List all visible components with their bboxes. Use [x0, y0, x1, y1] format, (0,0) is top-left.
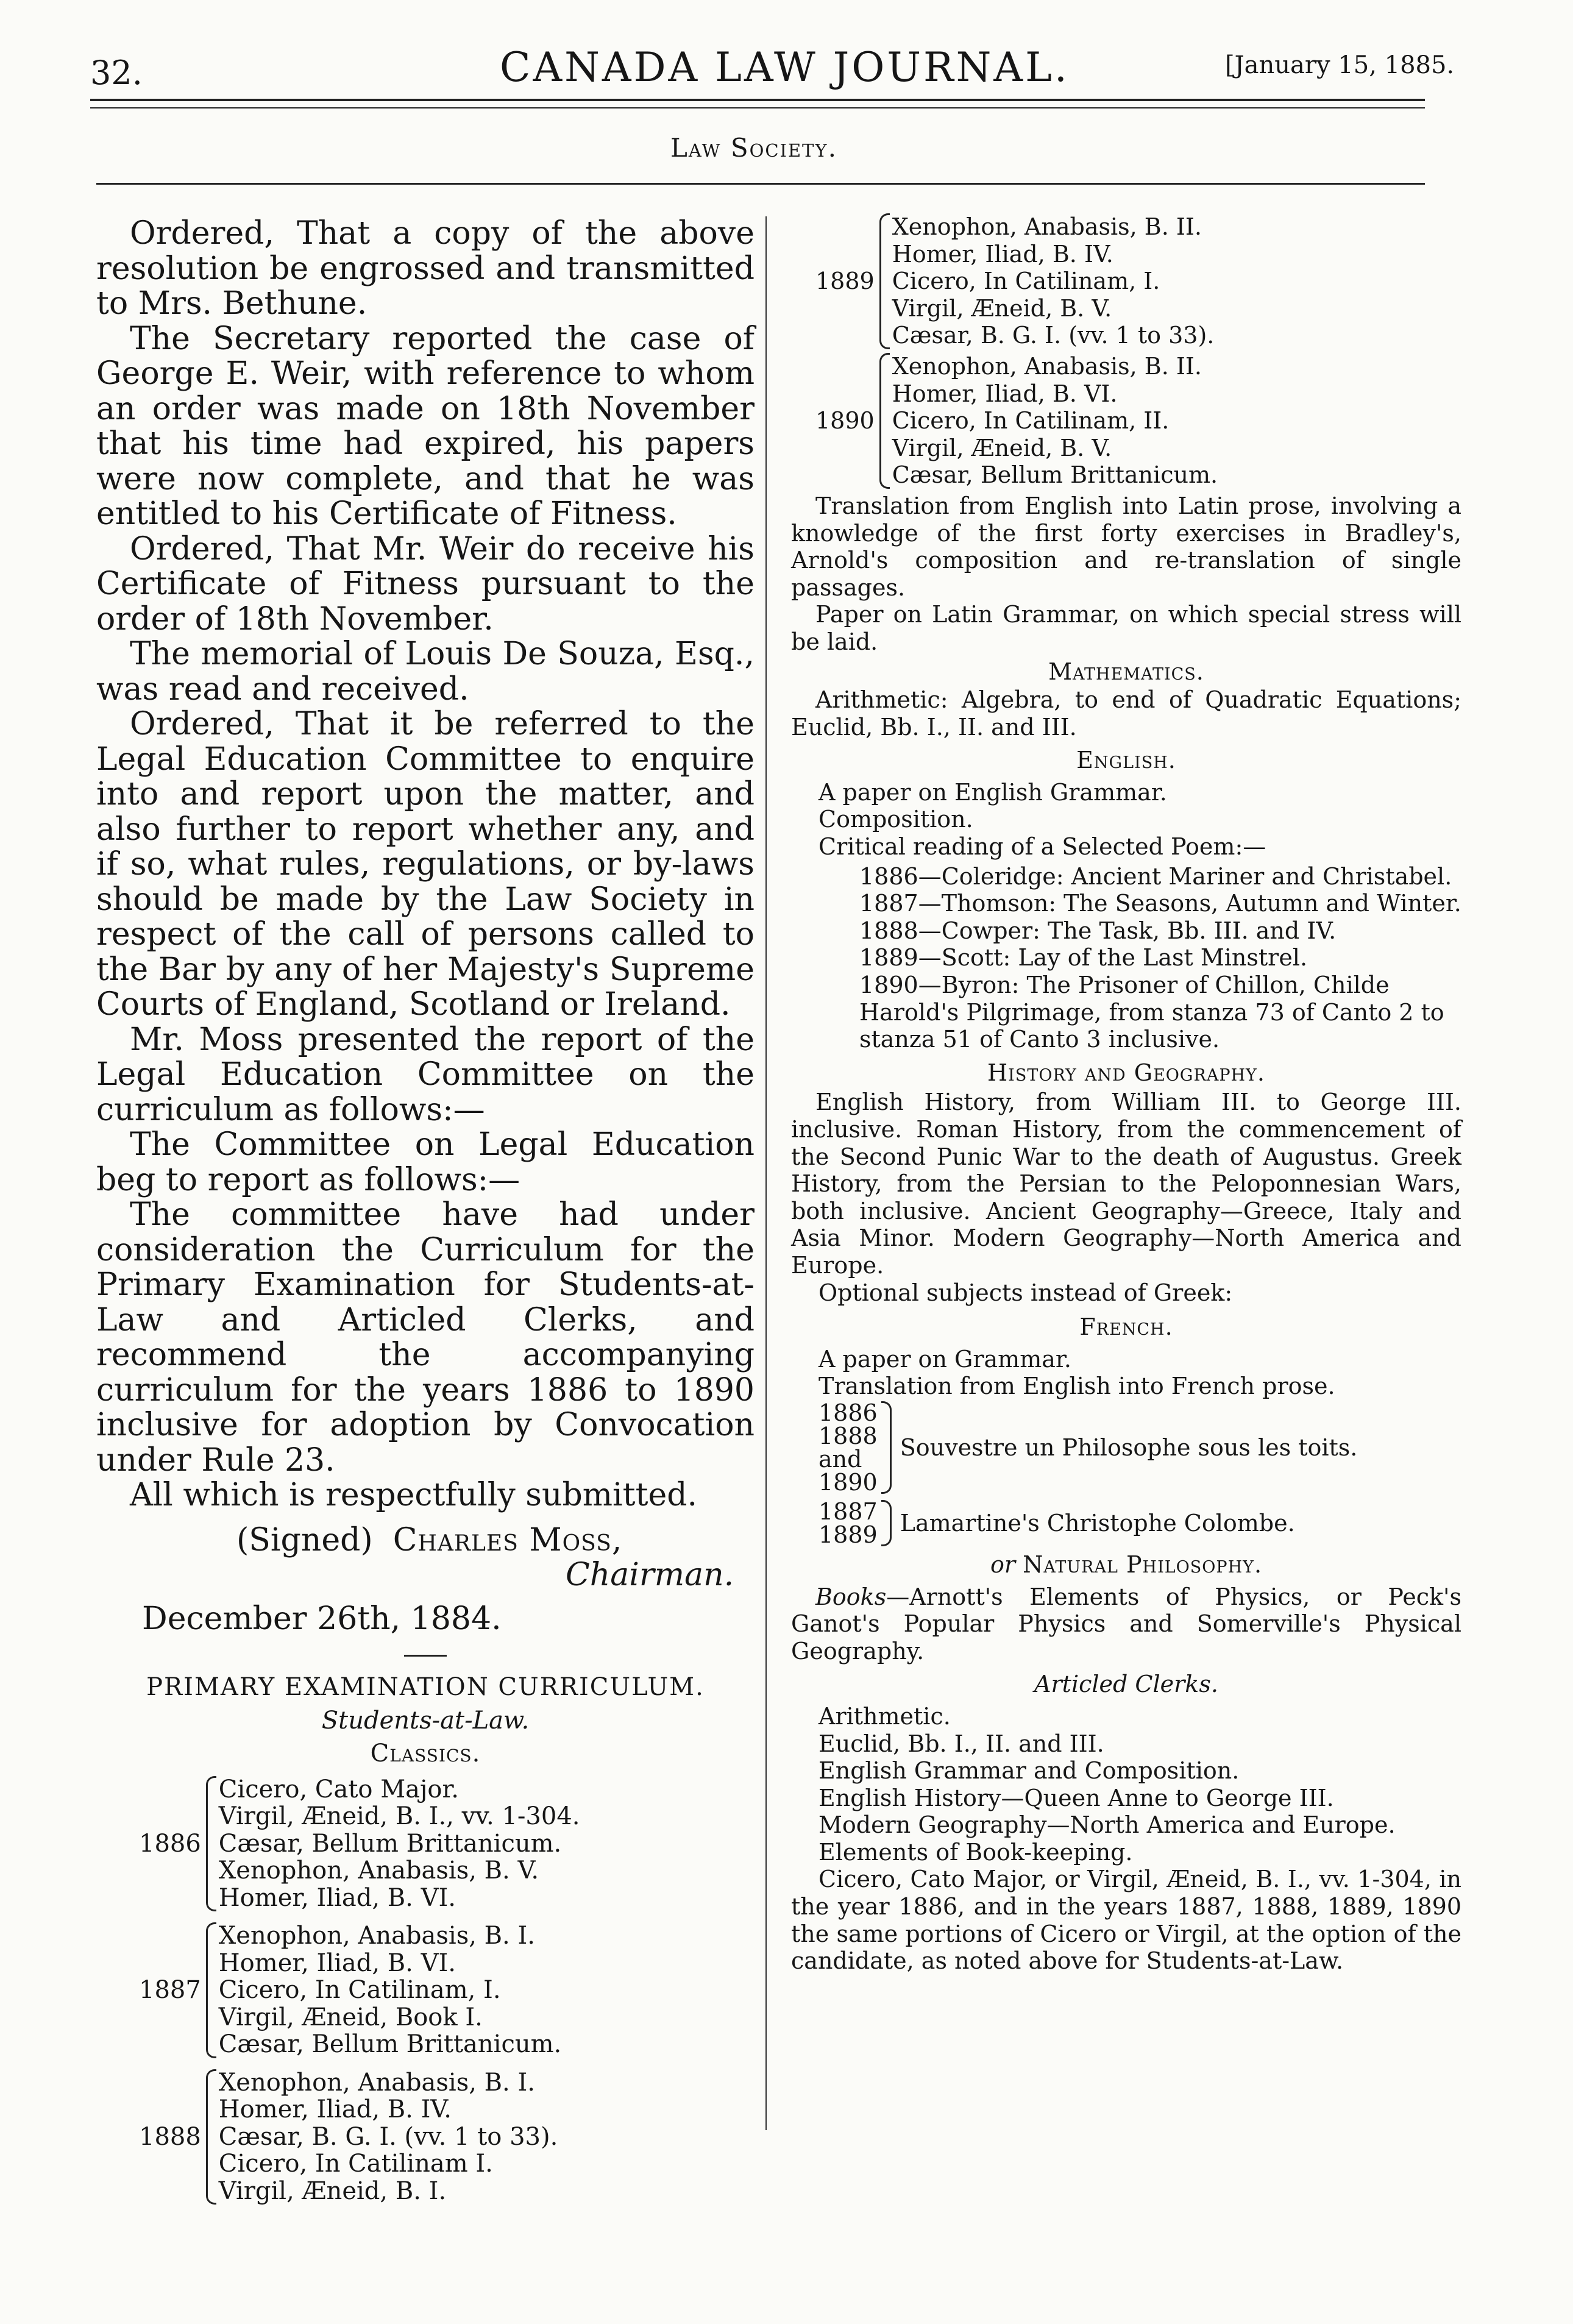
french-text: Souvestre un Philosophe sous les toits. — [900, 1434, 1358, 1461]
french-heading: French. — [1079, 1313, 1173, 1341]
books-text — [791, 1583, 1461, 1665]
classics-group-1889 — [815, 213, 1461, 349]
list-item: Homer, Iliad, B. VI. — [892, 380, 1118, 407]
list-item: Virgil, Æneid, Book I. — [218, 2003, 483, 2031]
section-title: Law Society. — [670, 133, 838, 163]
column-divider — [765, 216, 767, 2130]
french-lines — [791, 1346, 1461, 1400]
group-years — [818, 1401, 878, 1494]
students-heading: Students-at-Law. — [321, 1706, 530, 1735]
classics-group-1890 — [815, 353, 1461, 489]
poem-item — [811, 917, 1461, 945]
group-year: and — [818, 1445, 862, 1473]
paragraph: The Committee on Legal Education beg to report as follows:— — [96, 1126, 755, 1198]
list-item: Xenophon, Anabasis, B. I. — [218, 2068, 535, 2097]
list-item: Elements of Book-keeping. — [818, 1838, 1133, 1866]
brace — [881, 1401, 892, 1494]
report-date: December 26th, 1884. — [142, 1600, 502, 1637]
paragraph: All which is respectfully submitted. — [130, 1477, 698, 1513]
group-year: 1888 — [139, 2122, 201, 2151]
paragraph: The Secretary reported the case of George E. Weir, with reference to whom an order was made on 18th November that his time had expired, his papers were now complete, and that he was entitled to his Certificate of Fitness. — [96, 320, 755, 532]
brace — [879, 353, 890, 489]
list-item: Euclid, Bb. I., II. and III. — [818, 1730, 1104, 1757]
group-year: 1890 — [815, 407, 875, 435]
english-heading: English. — [1076, 747, 1176, 774]
list-item: Cicero, In Catilinam, II. — [892, 407, 1170, 435]
list-item: A paper on Grammar. — [818, 1345, 1071, 1373]
or-label: or — [990, 1551, 1015, 1578]
group-items — [219, 2069, 558, 2205]
list-item: Arithmetic. — [818, 1702, 951, 1730]
mathematics-heading: Mathematics. — [1048, 658, 1204, 685]
paragraph: Ordered, That it be referred to the Legal Education Committee to enquire into and report upon the matter, and also further to report whether any, and if so, what rules, regulations, or by-laws should be made by the Law Society in respect of the call of persons called to the Bar by any of her Majesty's Supreme Courts of England, Scotland or Ireland. — [96, 706, 755, 1023]
list-item: Composition. — [818, 806, 973, 833]
poem-text: —Coleridge: Ancient Mariner and Christabel. — [918, 862, 1452, 890]
paragraph: The committee have had under consideration the Curriculum for the Primary Examination for Students-at-Law and Articled Clerks, and recommend the accompanying curriculum for the years 1886 to 1890 inclusive for adoption by Convocation under Rule 23. — [96, 1196, 755, 1479]
latin-grammar-text: Paper on Latin Grammar, on which special stress will be laid. — [791, 601, 1461, 655]
poem-year: 1886 — [859, 862, 918, 890]
poem-text: —Byron: The Prisoner of Chillon, Childe Harold's Pilgrimage, from stanza 73 of Canto 2 to stanza 51 of Canto 3 inclusive. — [859, 972, 1444, 1053]
articled-heading: Articled Clerks. — [1034, 1671, 1218, 1698]
list-item: Cæsar, Bellum Brittanicum. — [218, 1829, 562, 1858]
list-item: Critical reading of a Selected Poem:— — [818, 833, 1266, 861]
page-number: 32. — [90, 54, 143, 92]
french-group-2 — [818, 1500, 1461, 1546]
journal-title: CANADA LAW JOURNAL. — [500, 44, 1070, 91]
classics-group-1887 — [139, 1922, 755, 2058]
classics-group-1886 — [139, 1776, 755, 1912]
paragraph: Mr. Moss presented the report of the Legal Education Committee on the curriculum as follows:— — [96, 1021, 755, 1128]
poem-item — [811, 972, 1461, 1053]
list-item: English Grammar and Composition. — [818, 1757, 1240, 1785]
signed-label: (Signed) — [236, 1521, 373, 1558]
articled-lines — [791, 1703, 1461, 1866]
history-text: English History, from William III. to George III. inclusive. Roman History, from the commencement of the Second Punic War to the death of Augustus. Greek History, from the Persian to the Peloponnesian Wars, both inclusive. Ancient Geography—Greece, Italy and Asia Minor. Modern Geography—North America and Europe. — [791, 1089, 1461, 1279]
group-year: 1889 — [818, 1521, 878, 1548]
poem-list — [791, 863, 1461, 1053]
brace — [206, 1922, 216, 2058]
issue-date: [January 15, 1885. — [1225, 51, 1455, 79]
group-items — [892, 213, 1215, 349]
signature-block — [96, 1523, 755, 1558]
list-item: Xenophon, Anabasis, B. II. — [892, 352, 1202, 380]
header-rule-thin — [90, 107, 1425, 108]
french-group-1 — [818, 1401, 1461, 1494]
short-rule — [404, 1655, 447, 1657]
list-item: Virgil, Æneid, B. I., vv. 1-304. — [218, 1802, 580, 1830]
history-heading: History and Geography. — [987, 1059, 1265, 1086]
group-year: 1887 — [818, 1498, 878, 1525]
brace — [879, 213, 890, 349]
poem-item — [811, 944, 1461, 972]
books-content: —Arnott's Elements of Physics, or Peck's Ganot's Popular Physics and Somerville's Physical Geography. — [791, 1583, 1461, 1665]
group-year: 1890 — [818, 1468, 878, 1496]
list-item: A paper on English Grammar. — [818, 778, 1167, 806]
signer-name: Charles Moss, — [392, 1521, 623, 1558]
list-item: Cæsar, Bellum Brittanicum. — [218, 2030, 562, 2058]
poem-text: —Thomson: The Seasons, Autumn and Winter. — [918, 890, 1461, 917]
poem-text: —Cowper: The Task, Bb. III. and IV. — [918, 917, 1337, 944]
list-item: Cicero, In Catilinam, I. — [218, 1976, 501, 2004]
poem-year: 1889 — [859, 944, 918, 972]
curriculum-title: PRIMARY EXAMINATION CURRICULUM. — [146, 1673, 705, 1701]
group-items — [892, 353, 1218, 489]
group-year: 1888 — [818, 1422, 878, 1449]
list-item: Cicero, Cato Major. — [218, 1775, 459, 1803]
optional-subjects: Optional subjects instead of Greek: — [818, 1279, 1233, 1306]
list-item: Homer, Iliad, B. IV. — [892, 240, 1113, 268]
paragraph: The memorial of Louis De Souza, Esq., was read and received. — [96, 636, 755, 708]
list-item: Cæsar, B. G. I. (vv. 1 to 33). — [892, 322, 1215, 349]
english-lines — [791, 779, 1461, 861]
list-item: Homer, Iliad, B. IV. — [218, 2095, 452, 2123]
list-item: Xenophon, Anabasis, B. II. — [892, 213, 1202, 240]
books-label: Books — [815, 1583, 887, 1610]
poem-year: 1888 — [859, 917, 918, 944]
list-item: Xenophon, Anabasis, B. I. — [218, 1922, 535, 1950]
list-item: Virgil, Æneid, B. I. — [218, 2177, 447, 2205]
group-items — [219, 1776, 580, 1912]
translation-text: Translation from English into Latin prose, involving a knowledge of the first forty exercises in Bradley's, Arnold's composition and re-translation of single passages. — [791, 492, 1461, 601]
brace — [881, 1500, 892, 1546]
list-item: Homer, Iliad, B. VI. — [218, 1949, 456, 1977]
list-item: Cæsar, Bellum Brittanicum. — [892, 461, 1218, 489]
list-item: Virgil, Æneid, B. V. — [892, 434, 1112, 461]
paragraph: Ordered, That a copy of the above resolution be engrossed and transmitted to Mrs. Bethune. — [96, 215, 755, 322]
group-years — [818, 1500, 878, 1546]
classics-group-1888 — [139, 2069, 755, 2205]
poem-year: 1887 — [859, 890, 918, 917]
mathematics-text: Arithmetic: Algebra, to end of Quadratic Equations; Euclid, Bb. I., II. and III. — [791, 686, 1461, 741]
poem-year: 1890 — [859, 972, 918, 999]
left-column — [96, 216, 755, 2205]
french-text: Lamartine's Christophe Colombe. — [900, 1509, 1295, 1537]
list-item: Translation from English into French prose. — [818, 1373, 1335, 1400]
list-item: English History—Queen Anne to George III. — [818, 1784, 1334, 1811]
curriculum-block — [96, 1674, 755, 2205]
brace — [206, 1776, 216, 1912]
poem-item — [811, 890, 1461, 917]
paragraph: Ordered, That Mr. Weir do receive his Certificate of Fitness pursuant to the order of 18th November. — [96, 530, 755, 638]
list-item: Cicero, In Catilinam, I. — [892, 268, 1160, 295]
list-item: Modern Geography—North America and Europe. — [818, 1811, 1396, 1839]
poem-item — [811, 863, 1461, 890]
list-item: Virgil, Æneid, B. V. — [892, 294, 1112, 322]
brace — [206, 2069, 216, 2205]
natural-philosophy-title: Natural Philosophy. — [1023, 1551, 1263, 1578]
articled-final-text: Cicero, Cato Major, or Virgil, Æneid, B. I., vv. 1-304, in the year 1886, and in the years 1887, 1888, 1889, 1890 the same portions of Cicero or Virgil, at the option of the candidate, as noted above for Students-at-Law. — [791, 1866, 1461, 1975]
list-item: Xenophon, Anabasis, B. V. — [218, 1857, 539, 1885]
list-item: Cæsar, B. G. I. (vv. 1 to 33). — [218, 2122, 558, 2151]
header-rule — [90, 99, 1425, 101]
classics-heading: Classics. — [370, 1739, 481, 1768]
group-year: 1886 — [818, 1399, 878, 1426]
group-year: 1887 — [139, 1976, 201, 2004]
signer-role: Chairman. — [566, 1557, 734, 1593]
section-rule — [96, 183, 1425, 185]
list-item: Cicero, In Catilinam I. — [218, 2150, 493, 2178]
list-item: Homer, Iliad, B. VI. — [218, 1883, 456, 1912]
group-year: 1886 — [139, 1829, 201, 1858]
poem-text: —Scott: Lay of the Last Minstrel. — [918, 944, 1308, 972]
group-year: 1889 — [815, 268, 875, 295]
right-column — [791, 213, 1461, 1975]
natural-philosophy-heading — [791, 1551, 1461, 1579]
group-items — [219, 1922, 561, 2058]
